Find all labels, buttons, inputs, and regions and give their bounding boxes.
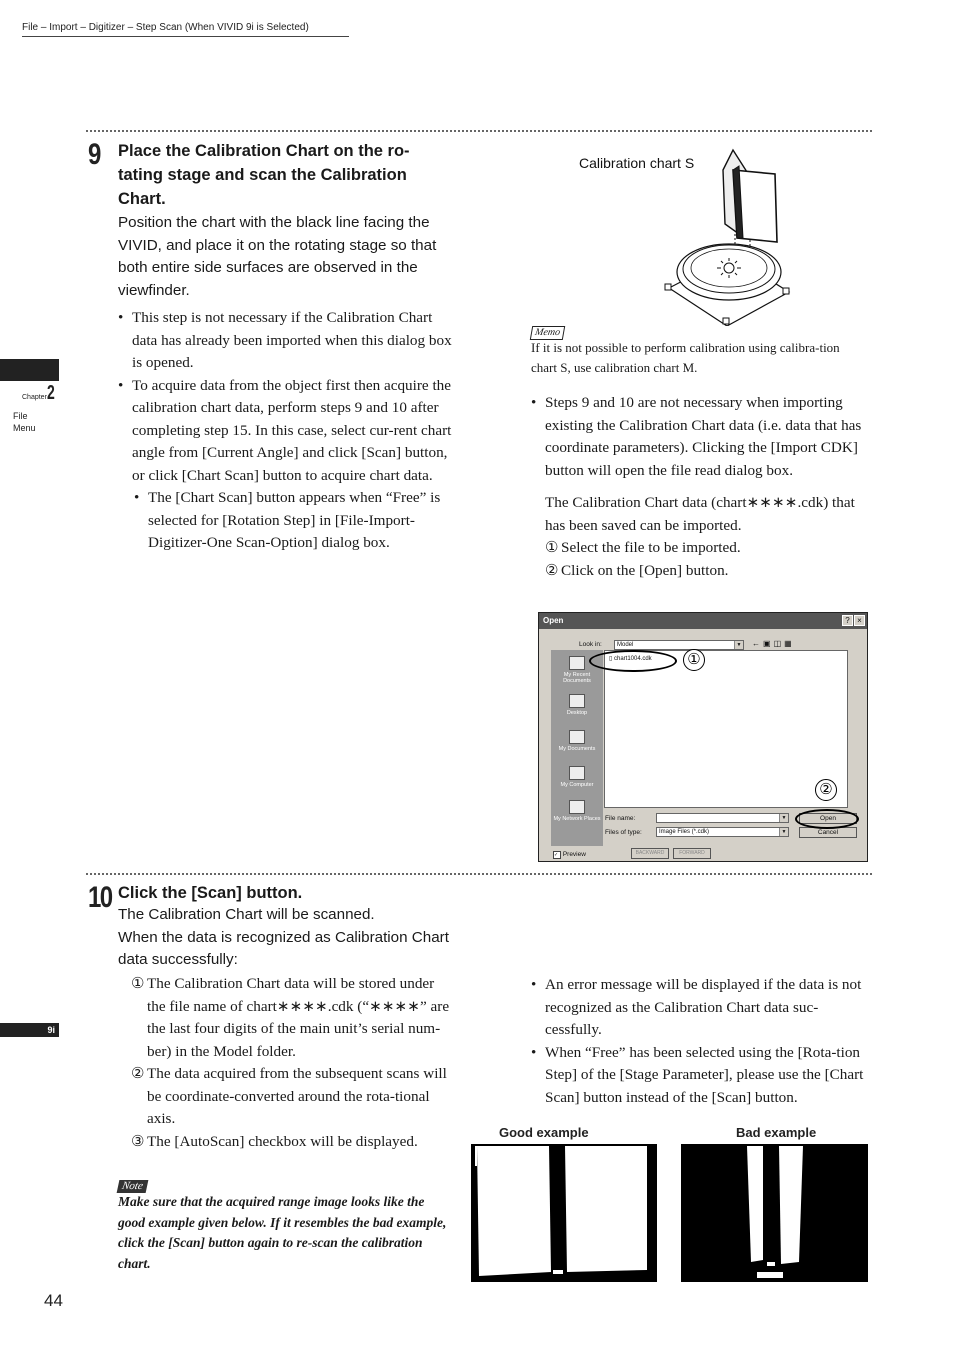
sub-bullet-item: • The [Chart Scan] button appears when “Free” is selected for [Rotation Step] in [File-Import-Digitizer-One Scan-Option] dialog box. [132,487,456,555]
cancel-button[interactable]: Cancel [799,827,857,838]
step10-title: Click the [Scan] button. [118,884,303,902]
highlight-ring-file [589,650,677,672]
bullet-item: • When “Free” has been selected using the [Rota-tion Step] of the [Stage Parameter], please use the [Chart Scan] button instead of the [Scan] button. [529,1042,865,1110]
import-step-number: ② [545,561,559,579]
import-step [545,560,865,583]
step10-body [118,904,458,972]
section-divider-9 [86,130,872,132]
item-text: The [AutoScan] checkbox will be displayed. [147,1132,418,1150]
forward-button[interactable]: FORWARD [673,848,711,859]
place-documents[interactable] [551,730,603,752]
dialog-title-bar [539,613,867,629]
look-in-value: Model [617,642,634,648]
chevron-down-icon: ▼ [779,814,788,822]
file-item-name: chart1004.cdk [613,656,652,662]
section-label [13,410,36,434]
bad-example-image [681,1144,868,1282]
chevron-down-icon: ▼ [734,641,743,649]
file-name-label: File name: [605,815,636,822]
callout-1: ① [683,649,705,671]
close-button[interactable]: × [854,615,865,626]
import-step [545,537,865,560]
place-label: Desktop [566,710,588,716]
section-divider-10 [86,873,872,875]
recent-documents-icon [569,656,585,670]
files-of-type-select[interactable] [656,827,789,837]
preview-label: Preview [562,851,586,858]
good-example-image [471,1144,657,1282]
step10-items [131,973,456,1153]
section-line1: File [13,411,28,421]
step9-title: Place the Calibration Chart on the ro-tating stage and scan the Calibration Chart. [118,142,410,208]
documents-icon [569,730,585,744]
help-button[interactable]: ? [842,615,853,626]
back-icon[interactable]: ← [752,639,763,648]
network-icon [569,800,585,814]
section-line2: Menu [13,423,36,433]
step9-body: Position the chart with the black line facing the VIVID, and place it on the rotating stage so that both entire side surfaces are observed in the viewfinder. [118,214,437,299]
files-of-type-label: Files of type: [605,829,642,836]
place-label: My Recent Documents [563,672,591,684]
place-desktop[interactable] [551,694,603,716]
chapter-tab-block [0,359,59,381]
bullet-item: • This step is not necessary if the Calibration Chart data has already been imported when this dialog box is opened. [116,307,456,375]
open-dialog [538,612,868,862]
files-of-type-value: Image Files (*.cdk) [659,829,710,835]
highlight-ring-open [795,809,859,829]
numbered-item [131,1131,456,1154]
step9-right-text [529,392,865,582]
desktop-icon [569,694,585,708]
page-header-breadcrumb: File – Import – Digitizer – Step Scan (When VIVID 9i is Selected) [22,22,309,33]
import-step-number: ① [545,539,559,556]
file-list[interactable] [604,650,848,808]
chapter-word: Chapter [22,394,47,401]
places-bar [551,650,603,846]
good-example-label: Good example [499,1125,589,1140]
step10-right-bullets [529,974,865,1109]
chapter-number: 2 [46,382,55,404]
step9-bullets [116,307,456,555]
bullet-item: • To acquire data from the object first then acquire the calibration chart data, perform steps 9 and 10 after completing step 15. In this case, select cur-rent chart angle from [Current Angle] and click [Scan] button, or click [Chart Scan] button to acquire chart data. [116,375,456,488]
preview-checkbox[interactable] [553,851,586,859]
figure-label-chart-s: Calibration chart S [579,155,695,171]
note-text: Make sure that the acquired range image looks like the good example given below. If it resembles the bad example, click the [Scan] button again to re-scan the calibration chart. [118,1194,447,1271]
step10-body2: When the data is recognized as Calibration Chart data successfully: [118,928,449,968]
step10-body1: The Calibration Chart will be scanned. [118,906,375,923]
look-in-label: Look in: [579,641,602,648]
header-rule [22,36,349,37]
look-in-select[interactable] [614,640,744,650]
bad-example-label: Bad example [736,1125,817,1140]
step-number-9: 9 [88,138,100,171]
page-number: 44 [44,1291,63,1310]
backward-button[interactable]: BACKWARD [631,848,669,859]
open-button[interactable]: Open [799,813,857,824]
memo-icon: Memo [530,326,565,340]
import-step-text: Click on the [Open] button. [561,561,729,579]
place-label: My Computer [560,782,594,788]
checkbox-icon: ✓ [553,851,561,859]
item-number: ② [131,1065,145,1082]
model-tab: 9i [0,1023,59,1037]
bullet-item: • An error message will be displayed if the data is not recognized as the Calibration Chart data suc-cessfully. [529,974,865,1042]
dialog-title: Open [543,616,564,625]
toolbar-icons[interactable] [752,639,795,648]
views-icon[interactable]: ▦ [784,639,795,648]
chapter-label [22,384,58,402]
place-computer[interactable] [551,766,603,788]
import-step-text: Select the file to be imported. [561,539,741,556]
place-network[interactable] [551,800,603,822]
callout-2: ② [815,779,837,801]
bullet-item: • Steps 9 and 10 are not necessary when importing existing the Calibration Chart data (i.e. data that has coordinate parameters). Clicking the [Import CDK] button will open the file read dialog box. [529,392,865,482]
numbered-item [131,973,456,1063]
new-folder-icon[interactable]: ◫ [773,639,785,648]
computer-icon [569,766,585,780]
item-text: The data acquired from the subsequent scans will be coordinate-converted around the rota-tional axis. [147,1065,447,1127]
step-number-10: 10 [88,881,112,914]
item-number: ③ [131,1132,145,1150]
numbered-item [131,1063,456,1131]
place-label: My Network Places [553,816,601,822]
import-text: The Calibration Chart data (chart∗∗∗∗.cdk) that has been saved can be imported. [545,494,855,534]
item-number: ① [131,975,145,992]
item-text: The Calibration Chart data will be stored under the file name of chart∗∗∗∗.cdk (“∗∗∗∗” are the last four digits of the main unit’s serial num-ber) in the Model folder. [147,975,450,1060]
note-icon: Note [117,1180,149,1193]
memo-text: If it is not possible to perform calibration using calibra-tion chart S, use calibration chart M. [531,340,840,375]
file-name-input[interactable] [656,813,789,823]
place-label: My Documents [558,746,596,752]
chevron-down-icon: ▼ [779,828,788,836]
up-folder-icon[interactable]: ▣ [763,639,774,648]
file-icon: ▯ [609,656,613,662]
calibration-chart-illustration [655,148,805,326]
